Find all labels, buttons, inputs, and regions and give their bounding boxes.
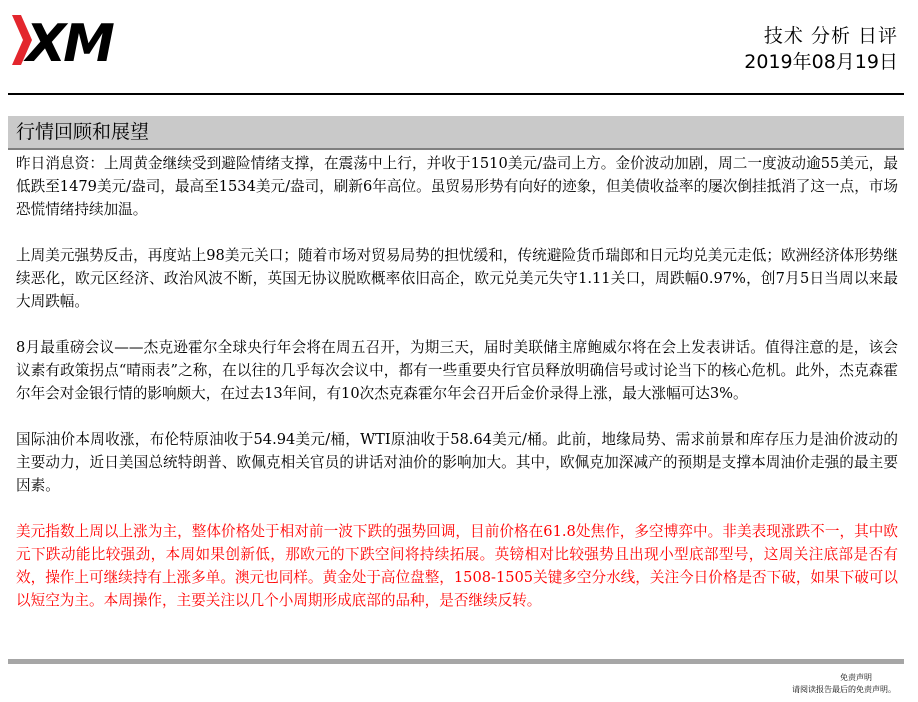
disclaimer-title: 免责声明 bbox=[840, 673, 872, 682]
disclaimer-text: 请阅读报告最后的免责声明。 bbox=[792, 685, 896, 694]
disclaimer-note bbox=[792, 672, 896, 696]
paragraph-jackson-hole: 8月最重磅会议——杰克逊霍尔全球央行年会将在周五召开，为期三天，届时美联储主席鲍威尔将在会上发表讲话。值得注意的是，该会议素有政策拐点“晴雨表”之称，在以往的几乎每次会议中，都有一些重要央行官员释放明确信号或讨论当下的核心危机。此外，杰克森霍尔年会对金银行情的影响颇大，在过去13年间，有10次杰克森霍尔年会召开后金价录得上涨，最大涨幅可达3%。 bbox=[16, 339, 898, 402]
report-type: 技术 分析 日评 bbox=[763, 25, 898, 47]
xm-logo bbox=[12, 15, 144, 65]
report-date: 2019年08月19日 bbox=[744, 51, 898, 73]
logo-text: XM bbox=[26, 15, 112, 65]
article-body bbox=[16, 152, 898, 612]
paragraph-gold: 昨日消息资：上周黄金继续受到避险情绪支撑，在震荡中上行，并收于1510美元/盎司上方。金价波动加剧，周二一度波动逾55美元，最低跌至1479美元/盎司，最高至1534美元/盎司，刷新6年高位。虽贸易形势有向好的迹象，但美债收益率的屡次倒挂抵消了这一点，市场恐慌情绪持续加温。 bbox=[16, 155, 898, 218]
footer-divider bbox=[8, 659, 904, 664]
header-divider bbox=[8, 93, 904, 95]
section-title: 行情回顾和展望 bbox=[16, 121, 150, 143]
paragraph-oil: 国际油价本周收涨，布伦特原油收于54.94美元/桶，WTI原油收于58.64美元/桶。此前，地缘局势、需求前景和库存压力是油价波动的主要动力，近日美国总统特朗普、欧佩克相关官员的讲话对油价的影响加大。其中，欧佩克加深减产的预期是支撑本周油价走强的最主要因素。 bbox=[16, 431, 898, 494]
paragraph-usd: 上周美元强势反击，再度站上98美元关口；随着市场对贸易局势的担忧缓和，传统避险货币瑞郎和日元均兑美元走低；欧洲经济体形势继续恶化，欧元区经济、政治风波不断，英国无协议脱欧概率依旧高企，欧元兑美元失守1.11关口，周跌幅0.97%，创7月5日当周以来最大周跌幅。 bbox=[16, 247, 898, 310]
section-header-bar bbox=[8, 116, 904, 150]
paragraph-outlook: 美元指数上周以上涨为主，整体价格处于相对前一波下跌的强势回调，目前价格在61.8处焦作，多空博弈中。非美表现涨跌不一，其中欧元下跌动能比较强劲，本周如果创新低，那欧元的下跌空间将持续拓展。英镑相对比较强势且出现小型底部型号，这周关注底部是否有效，操作上可继续持有上涨多单。澳元也同样。黄金处于高位盘整，1508-1505关键多空分水线，关注今日价格是否下破，如果下破可以以短空为主。本周操作，主要关注以几个小周期形成底部的品种，是否继续反转。 bbox=[16, 523, 898, 609]
